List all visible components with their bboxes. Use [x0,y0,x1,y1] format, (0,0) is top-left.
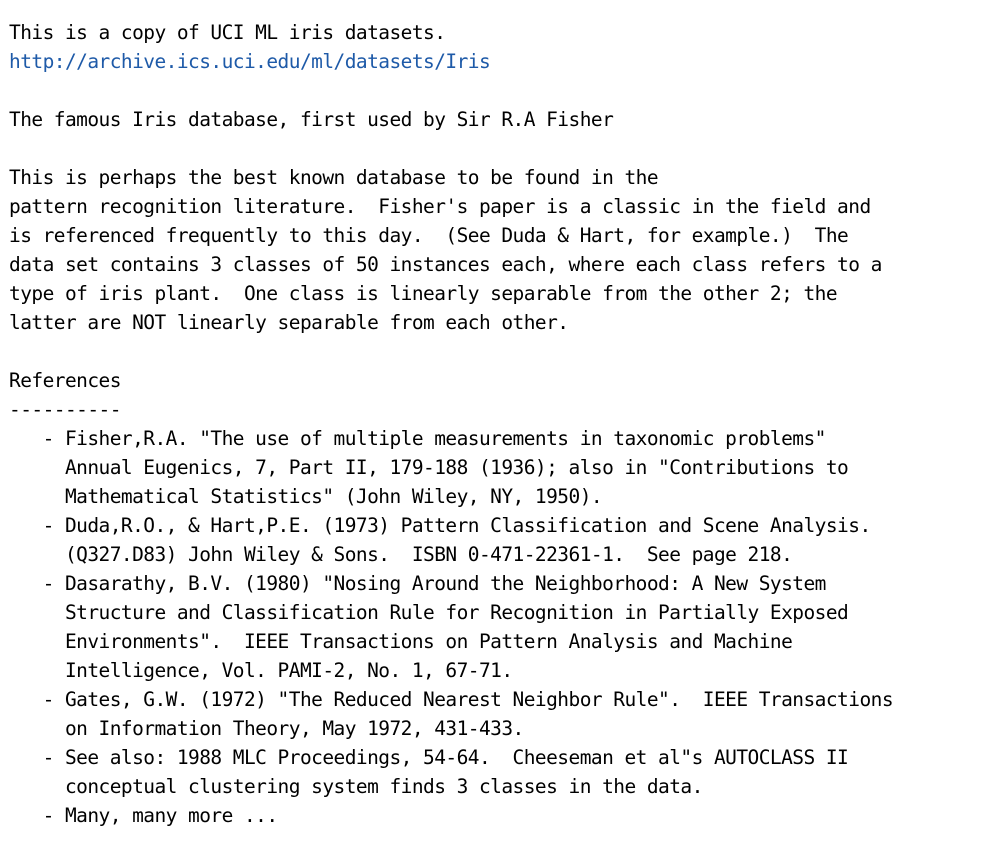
reference-line: (Q327.D83) John Wiley & Sons. ISBN 0-471-22361-1. See page 218. [9,543,793,566]
description-line: pattern recognition literature. Fisher's paper is a classic in the field and [9,195,871,218]
reference-item-duda-hart [9,511,986,569]
description-line: is referenced frequently to this day. (See Duda & Hart, for example.) The [9,224,849,247]
reference-line: - Duda,R.O., & Hart,P.E. (1973) Pattern Classification and Scene Analysis. [9,514,871,537]
reference-item-many-more [9,801,986,830]
dataset-url-link[interactable]: http://archive.ics.uci.edu/ml/datasets/Iris [9,50,491,73]
reference-line: Environments". IEEE Transactions on Pattern Analysis and Machine [9,630,793,653]
reference-line: - Dasarathy, B.V. (1980) "Nosing Around the Neighborhood: A New System [9,572,826,595]
reference-line: - Many, many more ... [9,804,278,827]
reference-item-fisher [9,424,986,511]
intro-text: This is a copy of UCI ML iris datasets. [9,21,446,44]
reference-line: - Fisher,R.A. "The use of multiple measurements in taxonomic problems" [9,427,826,450]
reference-line: - See also: 1988 MLC Proceedings, 54-64. Cheeseman et al"s AUTOCLASS II [9,746,849,769]
reference-line: Mathematical Statistics" (John Wiley, NY, 1950). [9,485,603,508]
spacer [9,76,986,105]
dataset-url-line [9,47,986,76]
references-underline: ---------- [9,398,121,421]
reference-line: conceptual clustering system finds 3 classes in the data. [9,775,703,798]
description-line: This is perhaps the best known database to be found in the [9,166,659,189]
description-line: type of iris plant. One class is linearly separable from the other 2; the [9,282,838,305]
reference-item-see-also [9,743,986,801]
references-list [9,424,986,830]
reference-line: Annual Eugenics, 7, Part II, 179-188 (1936); also in "Contributions to [9,456,849,479]
reference-line: - Gates, G.W. (1972) "The Reduced Nearest Neighbor Rule". IEEE Transactions [9,688,894,711]
description-paragraph [9,163,986,337]
reference-line: on Information Theory, May 1972, 431-433. [9,717,524,740]
references-heading: References [9,369,121,392]
description-line: latter are NOT linearly separable from each other. [9,311,569,334]
description-line: data set contains 3 classes of 50 instances each, where each class refers to a [9,253,882,276]
famous-database-text: The famous Iris database, first used by Sir R.A Fisher [9,108,614,131]
spacer [9,134,986,163]
reference-line: Structure and Classification Rule for Recognition in Partially Exposed [9,601,849,624]
reference-item-gates [9,685,986,743]
reference-item-dasarathy [9,569,986,685]
spacer [9,337,986,366]
reference-line: Intelligence, Vol. PAMI-2, No. 1, 67-71. [9,659,513,682]
